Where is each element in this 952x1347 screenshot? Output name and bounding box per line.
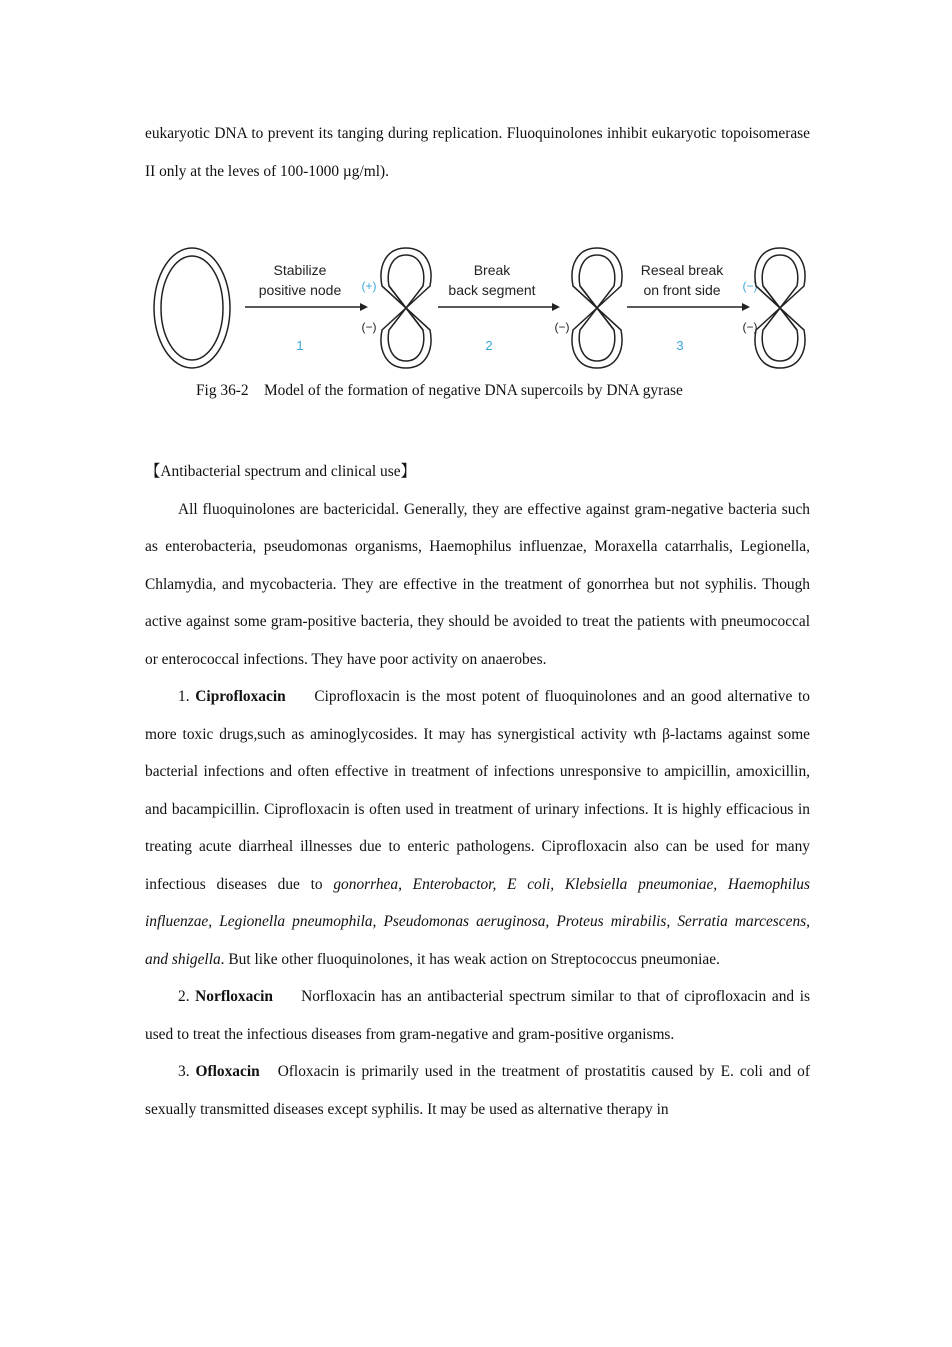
step1-label-line1: Stabilize <box>273 262 327 278</box>
step1-number: 1 <box>296 338 304 353</box>
oflox-text: Ofloxacin is primarily used in the treatment of prostatitis caused by E. coli and of sexually transmitted diseases except syphilis. It may be used as alternative therapy in <box>145 1063 810 1118</box>
norfloxacin-paragraph <box>145 978 810 1053</box>
arrow-step-2 <box>438 303 560 311</box>
step1-label-line2: positive node <box>258 282 342 298</box>
cipro-text: Ciprofloxacin is the most potent of fluoquinolones and an good alternative to more toxic drugs,such as aminoglycosides. It may has synergistical activity wth β-lactams against some bacterial infections and often effective in treatment of infections unresponsive to ampicillin, amoxicillin, and bacampicillin. Ciprofloxacin is often used in treatment of urinary infections. It is highly efficacious in treating acute diarrheal illnesses due to enteric pathologens. Ciprofloxacin also can be used for many infectious diseases due to <box>145 688 810 893</box>
norflox-text: Norfloxacin has an antibacterial spectrum similar to that of ciprofloxacin and is used to treat the infectious diseases from gram-negative and gram-positive organisms. <box>145 988 810 1043</box>
oflox-name: Ofloxacin <box>195 1063 260 1080</box>
cipro-tail: . But like other fluoquinolones, it has weak action on Streptococcus pneumoniae. <box>220 950 720 968</box>
arrow-step-1 <box>245 303 368 311</box>
step2-label-line1: Break <box>473 262 511 278</box>
norflox-name: Norfloxacin <box>195 988 273 1005</box>
step2-number: 2 <box>485 338 493 353</box>
ofloxacin-paragraph <box>145 1053 810 1128</box>
dna-gyrase-figure <box>150 238 810 374</box>
minus-node-label-2: (−) <box>554 320 570 334</box>
intro-text: eukaryotic DNA to prevent its tanging during replication. Fluoquinolones inhibit eukaryotic topoisomerase II only at the leves of 100-1000 µg/ml). <box>145 125 810 180</box>
cipro-name: Ciprofloxacin <box>195 688 286 705</box>
oflox-number: 3. <box>178 1063 190 1080</box>
cipro-organisms: gonorrhea, Enterobactor, E coli, Klebsiella pneumoniae, Haemophilus influenzae, Legionella pneumophila, Pseudomonas aeruginosa, Proteus mirabilis, Serratia marcescens, and shigella <box>145 875 810 968</box>
minus-node-label-3b: (−) <box>742 320 758 334</box>
supercoil-1 <box>381 248 431 368</box>
arrow-step-3 <box>627 303 750 311</box>
step3-label-line2: on front side <box>643 282 721 298</box>
relaxed-dna-loop <box>154 248 230 368</box>
minus-node-label-1: (−) <box>361 320 377 334</box>
supercoil-3 <box>755 248 805 368</box>
step3-label-line1: Reseal break <box>640 262 724 278</box>
norflox-number: 2. <box>178 988 190 1005</box>
cipro-number: 1. <box>178 688 190 705</box>
body-text <box>145 453 810 1128</box>
intro-paragraph <box>145 115 810 190</box>
plus-node-label: (+) <box>361 279 377 293</box>
figure-caption: Fig 36-2 Model of the formation of negative DNA supercoils by DNA gyrase <box>196 382 683 399</box>
ciprofloxacin-paragraph <box>145 678 810 978</box>
step2-label-line2: back segment <box>448 282 536 298</box>
supercoil-2 <box>572 248 622 368</box>
minus-node-label-3a: (−) <box>742 279 758 293</box>
spectrum-paragraph: All fluoquinolones are bactericidal. Generally, they are effective against gram-negative bacteria such as enterobacteria, pseudomonas organisms, Haemophilus influenzae, Moraxella catarrhalis, Legionella, Chlamydia, and mycobacteria. They are effective in the treatment of gonorrhea but not syphilis. Though active against some gram-positive bacteria, they should be avoided to treat the patients with pneumococcal or enterococcal infections. They have poor activity on anaerobes. <box>145 500 810 668</box>
section-heading: 【Antibacterial spectrum and clinical use】 <box>145 463 416 480</box>
step3-number: 3 <box>676 338 684 353</box>
